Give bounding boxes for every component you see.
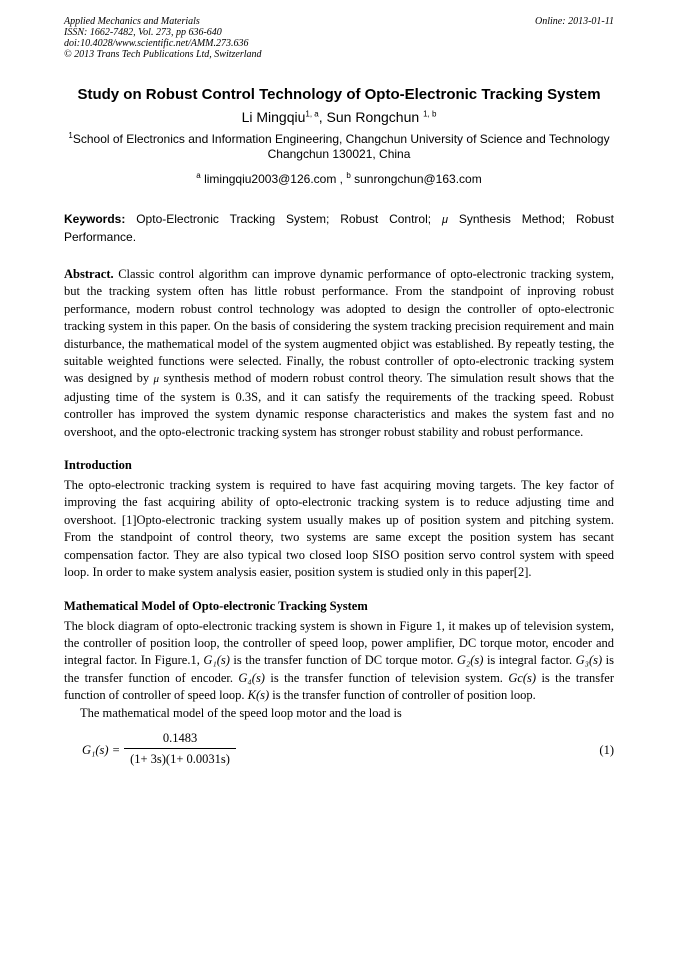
math-k: K(s) [247,688,270,703]
keywords-text: Opto-Electronic Tracking System; Robust Control; [125,212,442,226]
author-name: Li Mingqiu [241,109,306,125]
email-address[interactable]: sunrongchun@163.com [350,172,482,186]
affiliation-text: School of Electronics and Information Engineering, Changchun University of Science and Technology Changchun 130021, China [72,132,610,161]
author-name: Sun Rongchun [326,109,424,125]
email-address[interactable]: limingqiu2003@126.com , [200,172,347,186]
journal-name: Applied Mechanics and Materials [64,16,200,27]
equation-1 [64,730,614,774]
paragraph-text: The block diagram of opto-electronic tracking system is shown in Figure 1, it makes up of television system, the controller of position loop, the controller of speed loop, power amplifier, DC torque motor, encoder and integral factor. In Figure.1, [64,618,614,668]
math-g1: G₁(s) [203,653,230,668]
math-g3: G₃(s) [575,653,603,668]
abstract-text: synthesis method of modern robust control theory. The simulation result shows that the adjusting time of the system is 0.3S, and it can satisfy the requirements of the tracking speed. Robust controller has improved the system dynamic response characteristics and makes the system fast and no overshoot, and the opto-electronic tracking system has stronger robust stability and robust performance. [64,371,615,439]
email-superscript: b [346,171,351,180]
paper-title: Study on Robust Control Technology of Opto-Electronic Tracking System [77,86,601,103]
author-separator: , [318,109,327,125]
copyright-line: © 2013 Trans Tech Publications Ltd, Switzerland [64,49,262,60]
keywords-label: Keywords: [64,212,126,226]
section-heading-introduction: Introduction [64,458,132,473]
model-paragraph-2: The mathematical model of the speed loop motor and the load is [80,705,402,720]
equation-numerator: 0.1483 [162,730,198,745]
paper-page [64,16,614,774]
paragraph-text: is the transfer function of television system. [264,670,509,685]
equation-denominator: (1+ 3s)(1+ 0.0031s) [130,751,230,766]
paragraph-text: is the transfer function of DC torque motor. [229,653,457,668]
model-paragraph [64,618,614,705]
paragraph-text: is the transfer function of controller of speed loop. [64,670,614,703]
abstract-text: Classic control algorithm can improve dynamic performance of opto-electronic tracking system, but the tracking system often has little robust performance. From the standpoint of inproving robust performance, modern robust control technology was adopted to design the controller of opto-electronic tracking system in this paper. On the basis of considering the system tracking precision requirement and main disturbance, the mathematical model of the system augmented objict was established. By repeatly testing, the suitable weighted functions were selected. Finally, the robust controller of opto-electronic tracking system was designed by [64,267,614,386]
issn-line: ISSN: 1662-7482, Vol. 273, pp 636-640 [64,27,222,38]
abstract-label: Abstract. [64,267,114,281]
email-superscript: a [196,171,201,180]
paragraph-text: is the transfer function of encoder. [64,653,614,685]
paragraph-text: is integral factor. [483,653,576,668]
math-g4: G₄(s) [238,670,265,685]
mu-symbol: μ [153,373,160,386]
doi-line: doi:10.4028/www.scientific.net/AMM.273.636 [64,38,249,49]
author-superscript: 1, b [423,109,437,119]
fraction-bar [124,748,236,749]
keywords [64,211,614,246]
math-gc: Gc(s) [508,670,537,685]
section-heading-model: Mathematical Model of Opto-electronic Tracking System [64,598,368,613]
paragraph-text: is the transfer function of controller of position loop. [269,688,536,703]
author-line [64,108,614,126]
introduction-paragraph: The opto-electronic tracking system is required to have fast acquiring moving targets. The key factor of improving the fast acquiring ability of opto-electronic tracking system is to reduce adjusting time and overshoot. [1]Opto-electronic tracking system usually makes up of position system and pitching system. From the standpoint of control theory, two systems are same except the position system has secant compensation factor. They are also typical two closed loop SISO position servo control system with speed loop. In order to make system analysis easier, position system is studied only in this paper[2]. [64,478,614,580]
email-line [64,172,614,187]
affiliation-superscript: 1 [68,131,73,140]
author-superscript: 1, a [305,109,319,119]
equation-lhs: G₁(s) = [82,742,121,757]
mu-symbol: μ [441,214,448,226]
equation-fraction [124,730,236,767]
abstract [64,266,614,441]
math-g2: G₂(s) [456,653,484,668]
equation-number: (1) [599,742,614,757]
affiliation [64,132,614,162]
journal-header [64,16,614,60]
online-date: Online: 2013-01-11 [535,16,614,27]
keywords-text: Synthesis Method; Robust Performance. [64,212,614,244]
